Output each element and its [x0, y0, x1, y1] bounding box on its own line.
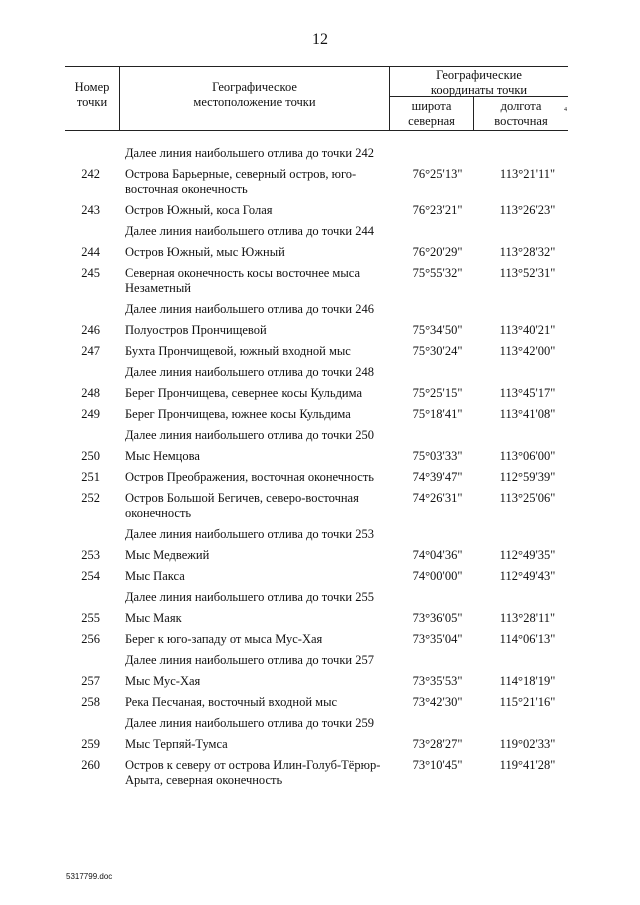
header-latitude: широта северная [408, 99, 455, 128]
note-text: Далее линия наибольшего отлива до точки 253 [125, 527, 374, 541]
point-number: 247 [81, 344, 100, 358]
point-latitude: 75°18'41" [412, 407, 463, 421]
point-longitude: 113°06'00" [499, 449, 556, 463]
point-longitude: 119°41'28" [499, 758, 556, 772]
point-number: 253 [81, 548, 100, 562]
point-location: Мыс Немцова [125, 449, 200, 463]
point-location: Река Песчаная, восточный входной мыс [125, 695, 338, 709]
point-latitude: 76°20'29" [412, 245, 463, 259]
point-latitude: 75°55'32" [412, 266, 463, 280]
point-longitude: 112°49'35" [499, 548, 556, 562]
point-longitude: 114°06'13" [499, 632, 556, 646]
point-number: 246 [81, 323, 100, 337]
point-location: Мыс Медвежий [125, 548, 210, 562]
note-text: Далее линия наибольшего отлива до точки 257 [125, 653, 374, 667]
header-longitude: долгота восточная [494, 99, 548, 128]
point-number: 244 [81, 245, 100, 259]
point-number: 255 [81, 611, 100, 625]
point-location: Острова Барьерные, северный остров, юго-восточная оконечность [125, 167, 357, 196]
point-location: Остров Южный, мыс Южный [125, 245, 285, 259]
point-number: 252 [81, 491, 100, 505]
point-location: Остров к северу от острова Илин-Голуб-Тёрюр-Арыта, северная оконечность [125, 758, 381, 787]
point-number: 256 [81, 632, 100, 646]
point-longitude: 112°49'43" [499, 569, 556, 583]
page-number: 12 [312, 31, 328, 48]
point-location: Остров Преображения, восточная оконечность [125, 470, 375, 484]
point-number: 259 [81, 737, 100, 751]
point-longitude: 113°28'32" [499, 245, 556, 259]
point-location: Мыс Маяк [125, 611, 182, 625]
point-location: Мыс Терпяй-Тумса [125, 737, 228, 751]
point-latitude: 74°39'47" [412, 470, 463, 484]
point-longitude: 113°45'17" [499, 386, 556, 400]
point-number: 245 [81, 266, 100, 280]
point-number: 257 [81, 674, 100, 688]
note-text: Далее линия наибольшего отлива до точки 250 [125, 428, 374, 442]
header-top-rule [65, 66, 568, 67]
point-location: Берег Прончищева, севернее косы Кульдима [125, 386, 362, 400]
note-text: Далее линия наибольшего отлива до точки 248 [125, 365, 374, 379]
point-longitude: 113°28'11" [499, 611, 556, 625]
point-latitude: 74°00'00" [412, 569, 463, 583]
point-location: Бухта Прончищевой, южный входной мыс [125, 344, 351, 358]
header-bottom-rule [65, 130, 568, 131]
note-text: Далее линия наибольшего отлива до точки 242 [125, 146, 374, 160]
point-longitude: 114°18'19" [499, 674, 556, 688]
point-longitude: 113°26'23" [499, 203, 556, 217]
point-latitude: 73°28'27" [412, 737, 463, 751]
point-location: Берег Прончищева, южнее косы Кульдима [125, 407, 351, 421]
point-longitude: 113°25'06" [499, 491, 556, 505]
point-latitude: 73°42'30" [412, 695, 463, 709]
point-location: Мыс Пакса [125, 569, 185, 583]
point-latitude: 75°34'50" [412, 323, 463, 337]
point-number: 251 [81, 470, 100, 484]
footer-filename: 5317799.doc [66, 872, 113, 881]
point-latitude: 73°35'53" [412, 674, 463, 688]
point-number: 254 [81, 569, 100, 583]
point-location: Полуостров Прончищевой [125, 323, 267, 337]
point-location: Остров Большой Бегичев, северо-восточная оконечность [125, 491, 359, 520]
point-location: Остров Южный, коса Голая [125, 203, 273, 217]
point-latitude: 73°35'04" [412, 632, 463, 646]
note-text: Далее линия наибольшего отлива до точки 255 [125, 590, 374, 604]
point-longitude: 113°42'00" [499, 344, 556, 358]
point-latitude: 74°26'31" [412, 491, 463, 505]
point-longitude: 113°52'31" [499, 266, 556, 280]
header-number: Номер точки [74, 80, 110, 109]
point-latitude: 75°30'24" [412, 344, 463, 358]
point-longitude: 119°02'33" [499, 737, 556, 751]
point-number: 243 [81, 203, 100, 217]
point-location: Северная оконечность косы восточнее мыса Незаметный [125, 266, 360, 295]
point-location: Берег к юго-западу от мыса Мус-Хая [125, 632, 323, 646]
point-number: 260 [81, 758, 100, 772]
point-latitude: 76°23'21" [412, 203, 463, 217]
point-latitude: 73°10'45" [412, 758, 463, 772]
point-number: 249 [81, 407, 100, 421]
point-number: 258 [81, 695, 100, 709]
point-latitude: 73°36'05" [412, 611, 463, 625]
point-longitude: 112°59'39" [499, 470, 556, 484]
point-location: Мыс Мус-Хая [125, 674, 201, 688]
header-location: Географическое местоположение точки [193, 80, 316, 109]
point-longitude: 113°21'11" [499, 167, 556, 181]
header-coordinates: Географические координаты точки [430, 68, 528, 97]
point-longitude: 113°41'08" [499, 407, 556, 421]
point-latitude: 75°25'15" [412, 386, 463, 400]
note-text: Далее линия наибольшего отлива до точки 244 [125, 224, 374, 238]
point-latitude: 75°03'33" [412, 449, 463, 463]
header-mark: 4 [564, 107, 567, 113]
table-header [65, 66, 568, 131]
point-number: 242 [81, 167, 100, 181]
point-number: 248 [81, 386, 100, 400]
note-text: Далее линия наибольшего отлива до точки 259 [125, 716, 374, 730]
note-text: Далее линия наибольшего отлива до точки 246 [125, 302, 374, 316]
point-latitude: 74°04'36" [412, 548, 463, 562]
point-longitude: 115°21'16" [499, 695, 556, 709]
point-longitude: 113°40'21" [499, 323, 556, 337]
point-latitude: 76°25'13" [412, 167, 463, 181]
point-number: 250 [81, 449, 100, 463]
